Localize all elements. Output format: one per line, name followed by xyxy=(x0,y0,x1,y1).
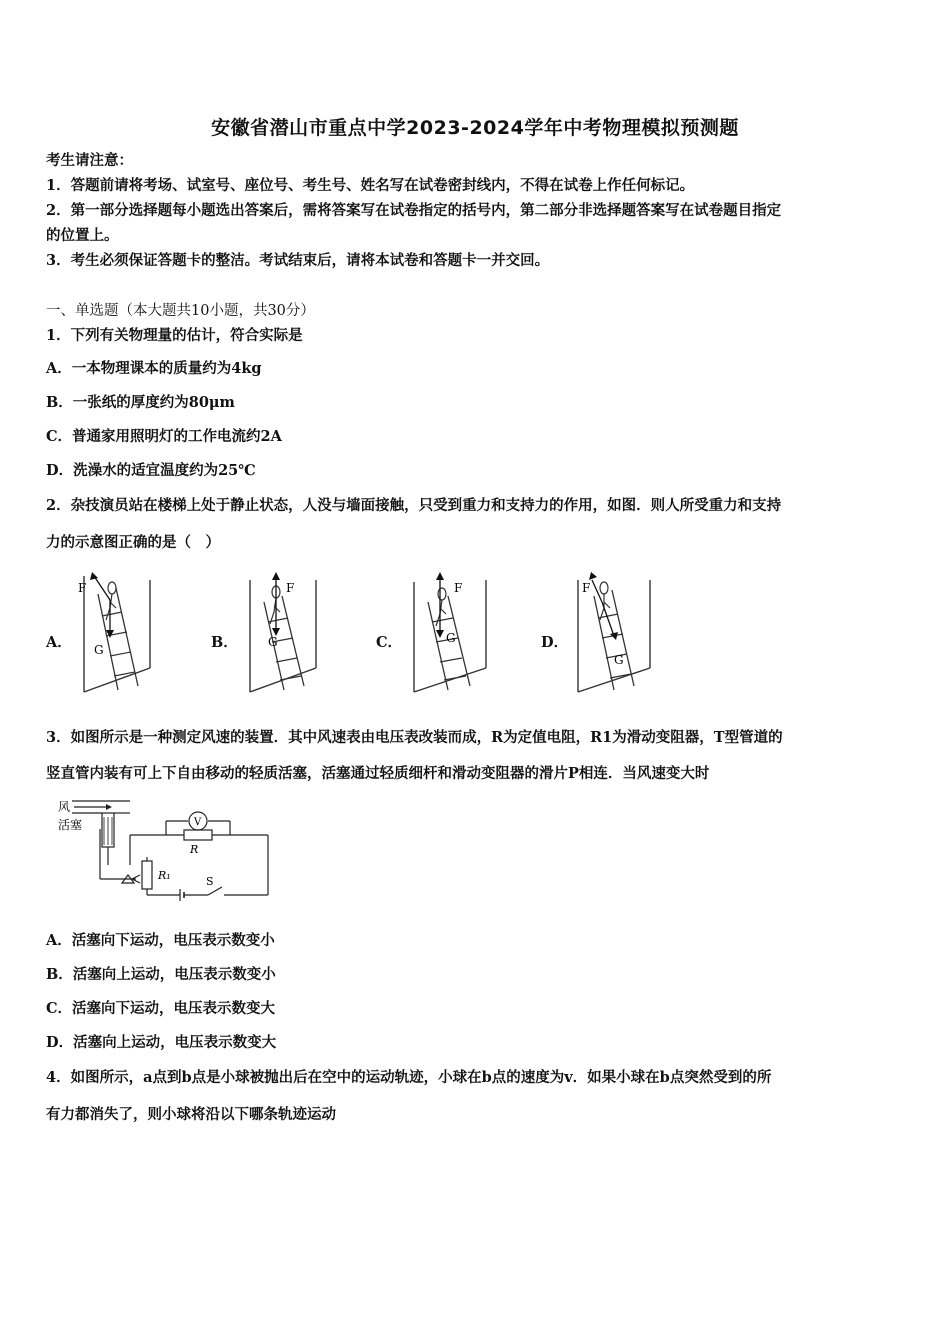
q2-c-label-f: F xyxy=(454,581,463,595)
q2-b-label-f: F xyxy=(286,581,295,595)
q2-figure-c xyxy=(402,572,522,694)
q3-stem: 3．如图所示是一种测定风速的装置．其中风速表由电压表改装而成，R为定值电阻，R1为滑动变阻器，T型管道的 xyxy=(46,729,783,746)
q3-option-c: C．活塞向下运动，电压表示数变大 xyxy=(46,1000,276,1017)
q2-figure-d xyxy=(570,572,682,694)
q3-label-piston: 活塞 xyxy=(58,818,83,832)
q4-stem-cont: 有力都消失了，则小球将沿以下哪条轨迹运动 xyxy=(46,1106,336,1123)
q3-option-b: B．活塞向上运动，电压表示数变小 xyxy=(46,966,276,983)
q2-label-b: B． xyxy=(211,634,238,651)
q2-d-label-f: F xyxy=(582,581,591,595)
q3-label-wind: 风 xyxy=(58,800,71,814)
q3-circuit-figure xyxy=(46,795,276,905)
notice-item-2-cont: 的位置上。 xyxy=(46,227,119,244)
q2-d-label-g: G xyxy=(614,653,624,667)
q1-stem: 1．下列有关物理量的估计，符合实际是 xyxy=(46,327,303,344)
q2-a-label-g: G xyxy=(94,643,104,657)
q3-option-d: D．活塞向上运动，电压表示数变大 xyxy=(46,1034,277,1051)
q3-stem-cont: 竖直管内装有可上下自由移动的轻质活塞，活塞通过轻质细杆和滑动变阻器的滑片P相连．当风速变大时 xyxy=(46,765,710,782)
q1-option-c: C．普通家用照明灯的工作电流约2A xyxy=(46,428,282,445)
q3-label-voltmeter: V xyxy=(194,817,202,828)
q2-figure-a xyxy=(72,572,184,694)
q1-option-a: A．一本物理课本的质量约为4kg xyxy=(46,360,262,377)
q2-label-d: D． xyxy=(541,634,569,651)
q4-stem: 4．如图所示，a点到b点是小球被抛出后在空中的运动轨迹，小球在b点的速度为v．如果小球在b点突然受到的所 xyxy=(46,1069,772,1086)
q2-label-c: C． xyxy=(376,634,403,651)
q2-stem-cont: 力的示意图正确的是（ ） xyxy=(46,534,220,551)
q2-c-label-g: G xyxy=(446,631,456,645)
notice-item-2: 2．第一部分选择题每小题选出答案后，需将答案写在试卷指定的括号内，第二部分非选择题答案写在试卷题目指定 xyxy=(46,202,782,219)
q2-b-label-g: G xyxy=(268,635,278,649)
q3-label-switch: S xyxy=(206,875,214,888)
q3-label-r1: R₁ xyxy=(158,869,171,882)
notice-heading: 考生请注意： xyxy=(46,152,133,169)
q1-option-d: D．洗澡水的适宜温度约为25℃ xyxy=(46,462,256,479)
q2-figure-b xyxy=(236,572,348,694)
notice-item-3: 3．考生必须保证答题卡的整洁。考试结束后，请将本试卷和答题卡一并交回。 xyxy=(46,252,550,269)
q2-stem: 2．杂技演员站在楼梯上处于静止状态，人没与墙面接触，只受到重力和支持力的作用，如图．则人所受重力和支持 xyxy=(46,497,782,514)
q2-d-force-g-arrow xyxy=(602,602,614,636)
section-heading: 一、单选题（本大题共10小题，共30分） xyxy=(46,303,315,319)
q2-a-label-f: F xyxy=(78,581,87,595)
exam-title: 安徽省潜山市重点中学2023-2024学年中考物理模拟预测题 xyxy=(211,117,739,139)
q3-option-a: A．活塞向下运动，电压表示数变小 xyxy=(46,932,275,949)
q1-option-b: B．一张纸的厚度约为80μm xyxy=(46,394,235,411)
q2-label-a: A． xyxy=(46,634,72,651)
q3-label-r: R xyxy=(190,843,199,856)
notice-item-1: 1．答题前请将考场、试室号、座位号、考生号、姓名写在试卷密封线内，不得在试卷上作任何标记。 xyxy=(46,177,695,194)
